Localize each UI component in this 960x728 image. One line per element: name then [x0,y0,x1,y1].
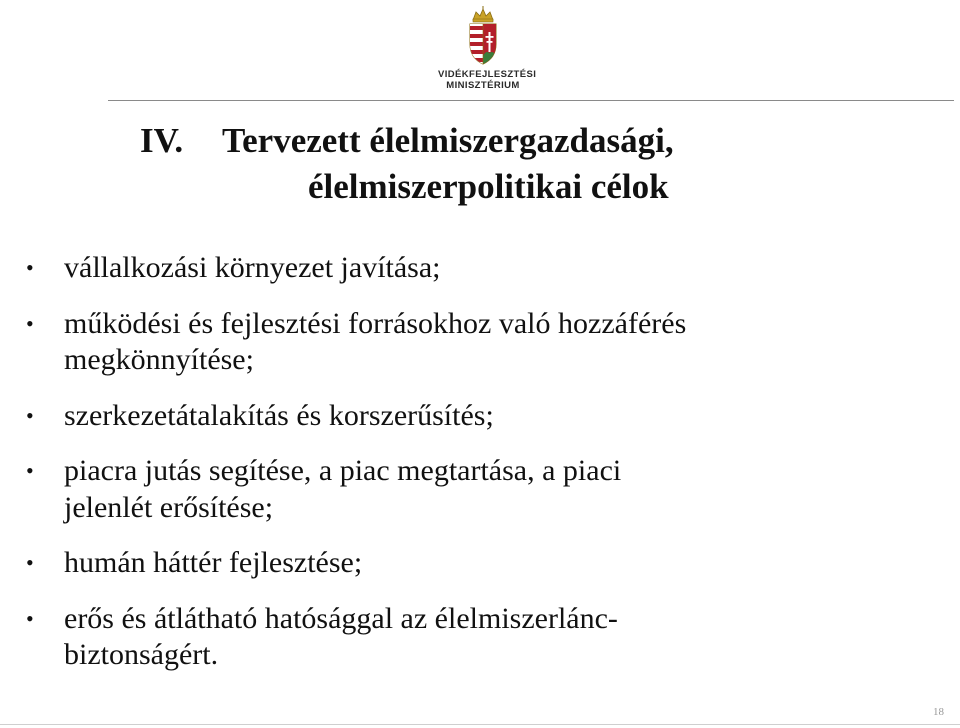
ministry-name-line2: MINISZTÉRIUM [446,80,520,91]
bullet-item [24,306,904,379]
bullet-text: humán háttér fejlesztése; [64,546,363,579]
title-line-2: élelmiszerpolitikai célok [308,167,669,206]
bullet-text-continued: biztonságért. [64,638,219,671]
bullet-text: szerkezetátalakítás és korszerűsítés; [64,398,494,432]
bullet-text: vállalkozási környezet javítása; [64,251,441,284]
slide-title [140,118,840,210]
section-number: IV. [140,121,184,160]
footer-divider [0,724,960,725]
bullet-marker: • [26,255,34,280]
bullet-text: piacra jutás segítése, a piac megtartása, a piaci [64,454,622,487]
bullet-item [24,545,904,582]
bullet-marker: • [26,550,34,575]
header-divider [108,100,954,101]
bullet-marker: • [26,310,34,336]
bullet-marker: • [26,458,34,483]
bullet-list [24,250,904,693]
bullet-text: erős és átlátható hatósággal az élelmiszerlánc- [64,601,618,635]
ministry-name-line1: VIDÉKFEJLESZTÉSI [438,69,537,80]
bullet-item [24,601,904,674]
ministry-logo [438,6,537,98]
bullet-text-continued: jelenlét erősítése; [64,490,274,524]
title-line-1: Tervezett élelmiszergazdasági, [222,121,674,160]
bullet-text: működési és fejlesztési forrásokhoz való hozzáférés [64,306,687,340]
bullet-item [24,453,904,526]
page-number: 18 [933,706,944,718]
bullet-marker: • [26,402,34,428]
bullet-marker: • [26,605,34,631]
bullet-item [24,250,904,287]
ministry-name [438,69,537,91]
bullet-item [24,398,904,435]
bullet-text-continued: megkönnyítése; [64,343,254,376]
hungarian-coat-of-arms-icon [464,6,502,66]
